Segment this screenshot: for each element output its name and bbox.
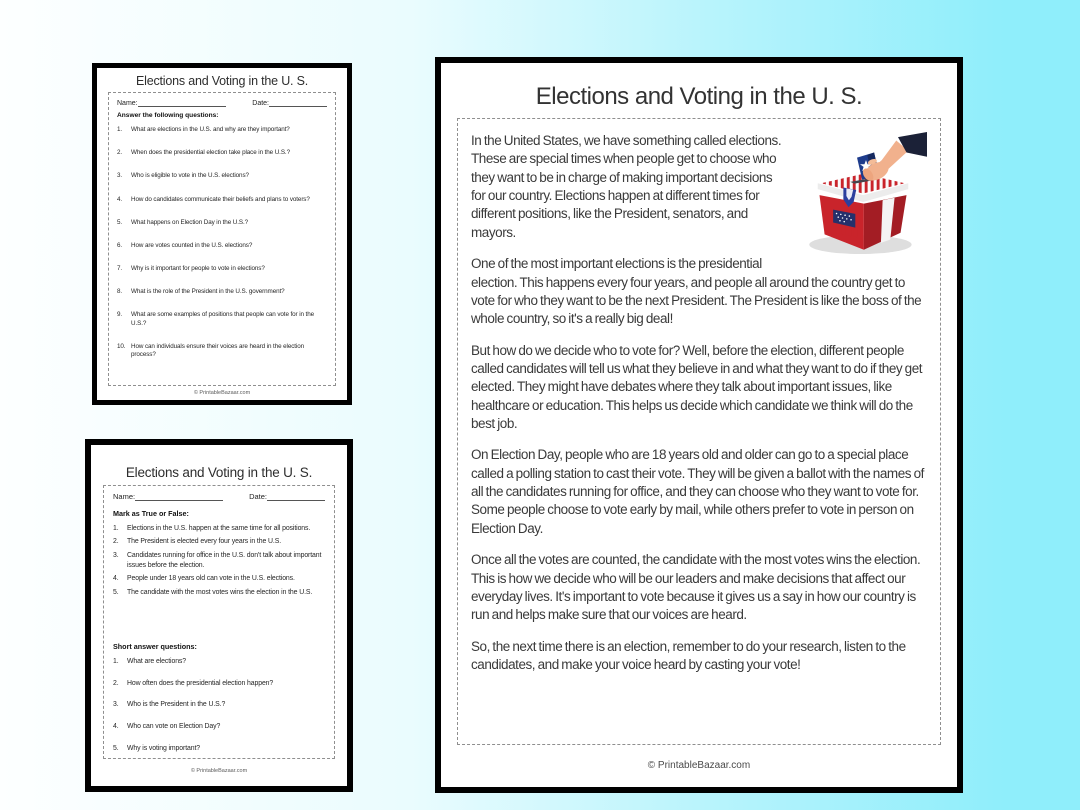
date-blank-line — [267, 492, 325, 501]
true-false-item — [113, 551, 325, 572]
passage-paragraph: So, the next time there is an election, remember to do your research, listen to the candidates, and make your voice heard by casting your vote! — [471, 638, 906, 672]
question-text: Who is the President in the U.S.? — [127, 701, 226, 709]
statement-number: 3. — [113, 551, 119, 559]
page-footer: © PrintableBazaar.com — [193, 390, 251, 396]
passage-body-box — [457, 118, 941, 745]
question-text: What are elections in the U.S. and why are they important? — [131, 126, 290, 133]
short-answer-item — [113, 657, 325, 667]
name-label: Name: — [113, 492, 136, 501]
question-item — [117, 343, 327, 359]
passage-paragraph: But how do we decide who to vote for? Well, before the election, different people called candidates will tell us what they believe in and what they want to do if they get elected. They might have debates where they talk about important issues, like healthcare or education. This helps us decide which candidate we think will do the best job. — [471, 342, 923, 432]
question-text: How can individuals ensure their voices are heard in the election process? — [131, 342, 305, 358]
short-answer-item — [113, 744, 325, 754]
statement-number: 1. — [113, 525, 119, 532]
question-text: How are votes counted in the U.S. elections? — [131, 241, 253, 249]
question-number: 4. — [113, 723, 119, 731]
question-number: 2. — [117, 149, 123, 157]
questions-worksheet-page — [92, 63, 352, 405]
question-text: Why is voting important? — [127, 744, 201, 752]
date-label: Date: — [249, 492, 267, 501]
passage-title: Elections and Voting in the U. S. — [535, 83, 863, 110]
question-number: 5. — [117, 218, 123, 226]
question-text: How do candidates communicate their beliefs and plans to voters? — [131, 195, 310, 203]
question-text: Why is it important for people to vote in elections? — [131, 265, 265, 273]
ballot-box-icon — [798, 132, 928, 260]
question-text: How often does the presidential election happen? — [127, 679, 274, 687]
statement-text: People under 18 years old can vote in the U.S. elections. — [127, 575, 295, 583]
worksheet-body-box — [108, 92, 336, 386]
question-text: Who can vote on Election Day? — [127, 723, 221, 731]
question-number: 1. — [117, 126, 123, 133]
ballot-box-illustration — [798, 132, 928, 260]
question-item — [117, 242, 327, 250]
passage-paragraph: In the United States, we have something called elections. These are special times when people get to choose who they want to be in charge of making important decisions for our country. Elections happen at different times for different positions, like the President, senators, and mayors. — [471, 133, 782, 240]
question-item — [117, 288, 327, 296]
worksheet-body-box — [103, 485, 335, 759]
name-label: Name: — [117, 100, 138, 107]
question-number: 4. — [117, 195, 123, 203]
worksheet-title: Elections and Voting in the U. S. — [125, 465, 313, 480]
reading-passage-page — [435, 57, 963, 793]
statement-text: Elections in the U.S. happen at the same time for all positions. — [127, 525, 311, 532]
question-text: When does the presidential election take place in the U.S.? — [131, 149, 290, 157]
true-false-item — [113, 524, 325, 534]
short-answer-heading: Short answer questions: — [113, 642, 197, 652]
passage-paragraph: One of the most important elections is the presidential election. This happens every four years, and people all around the country get to vote for who they want to be the next President. The President is like the boss of the whole country, so it's a really big deal! — [471, 256, 922, 327]
true-false-item — [113, 588, 325, 598]
statement-text: Candidates running for office in the U.S. don't talk about important issues before the election. — [127, 551, 322, 570]
question-item — [117, 265, 327, 273]
question-text: What happens on Election Day in the U.S.? — [131, 218, 249, 226]
question-text: Who is eligible to vote in the U.S. elections? — [131, 172, 249, 180]
true-false-item — [113, 537, 325, 547]
question-item — [117, 149, 327, 157]
page-footer: © PrintableBazaar.com — [647, 760, 751, 771]
short-answer-item — [113, 679, 325, 689]
statement-text: The President is elected every four years in the U.S. — [127, 538, 282, 546]
page-footer: © PrintableBazaar.com — [190, 768, 248, 774]
passage-paragraph: On Election Day, people who are 18 years old and older can go to a special place called a polling station to cast their vote. They will be given a ballot with the names of all the candidates running for office, and they can choose who they want to vote for. Some people choose to vote early by mail, while others prefer to vote in person on Election Day. — [471, 447, 924, 536]
question-item — [117, 311, 327, 327]
questions-list — [117, 126, 327, 359]
questions-instruction: Answer the following questions: — [117, 112, 219, 119]
statement-text: The candidate with the most votes wins the election in the U.S. — [127, 588, 313, 596]
true-false-worksheet-page — [85, 439, 353, 792]
question-text: What are some examples of positions that people can vote for in the U.S.? — [131, 311, 315, 327]
short-answer-item — [113, 722, 325, 732]
true-false-list — [113, 524, 325, 598]
question-number: 8. — [117, 288, 123, 296]
true-false-heading: Mark as True or False: — [113, 509, 189, 518]
question-item — [117, 172, 327, 180]
question-item — [117, 196, 327, 204]
statement-number: 4. — [113, 575, 119, 583]
name-blank-line — [135, 492, 223, 501]
date-blank-line — [269, 98, 327, 107]
question-number: 6. — [117, 241, 123, 249]
statement-number: 2. — [113, 538, 119, 546]
question-number: 10. — [117, 342, 126, 350]
name-blank-line — [138, 98, 227, 107]
question-item — [117, 126, 327, 134]
question-number: 3. — [117, 172, 123, 180]
question-number: 7. — [117, 265, 123, 273]
short-answer-list — [113, 657, 325, 753]
worksheet-title: Elections and Voting in the U. S. — [136, 74, 308, 88]
question-text: What are elections? — [127, 658, 186, 666]
question-number: 9. — [117, 311, 123, 319]
question-number: 1. — [113, 658, 119, 666]
statement-number: 5. — [113, 588, 119, 596]
question-number: 2. — [113, 679, 119, 687]
name-date-row — [113, 492, 325, 501]
true-false-item — [113, 574, 325, 584]
question-text: What is the role of the President in the U.S. government? — [131, 288, 285, 296]
name-date-row — [117, 98, 327, 107]
date-label: Date: — [252, 100, 269, 107]
passage-paragraph: Once all the votes are counted, the candidate with the most votes wins the election. This is how we decide who will be our leaders and make decisions that affect our everyday lives. It's important to vote because it gives us a say in how our country is run and helps make sure that our voices are heard. — [471, 552, 921, 623]
short-answer-item — [113, 700, 325, 710]
question-number: 5. — [113, 744, 119, 752]
question-number: 3. — [113, 701, 119, 709]
question-item — [117, 219, 327, 227]
